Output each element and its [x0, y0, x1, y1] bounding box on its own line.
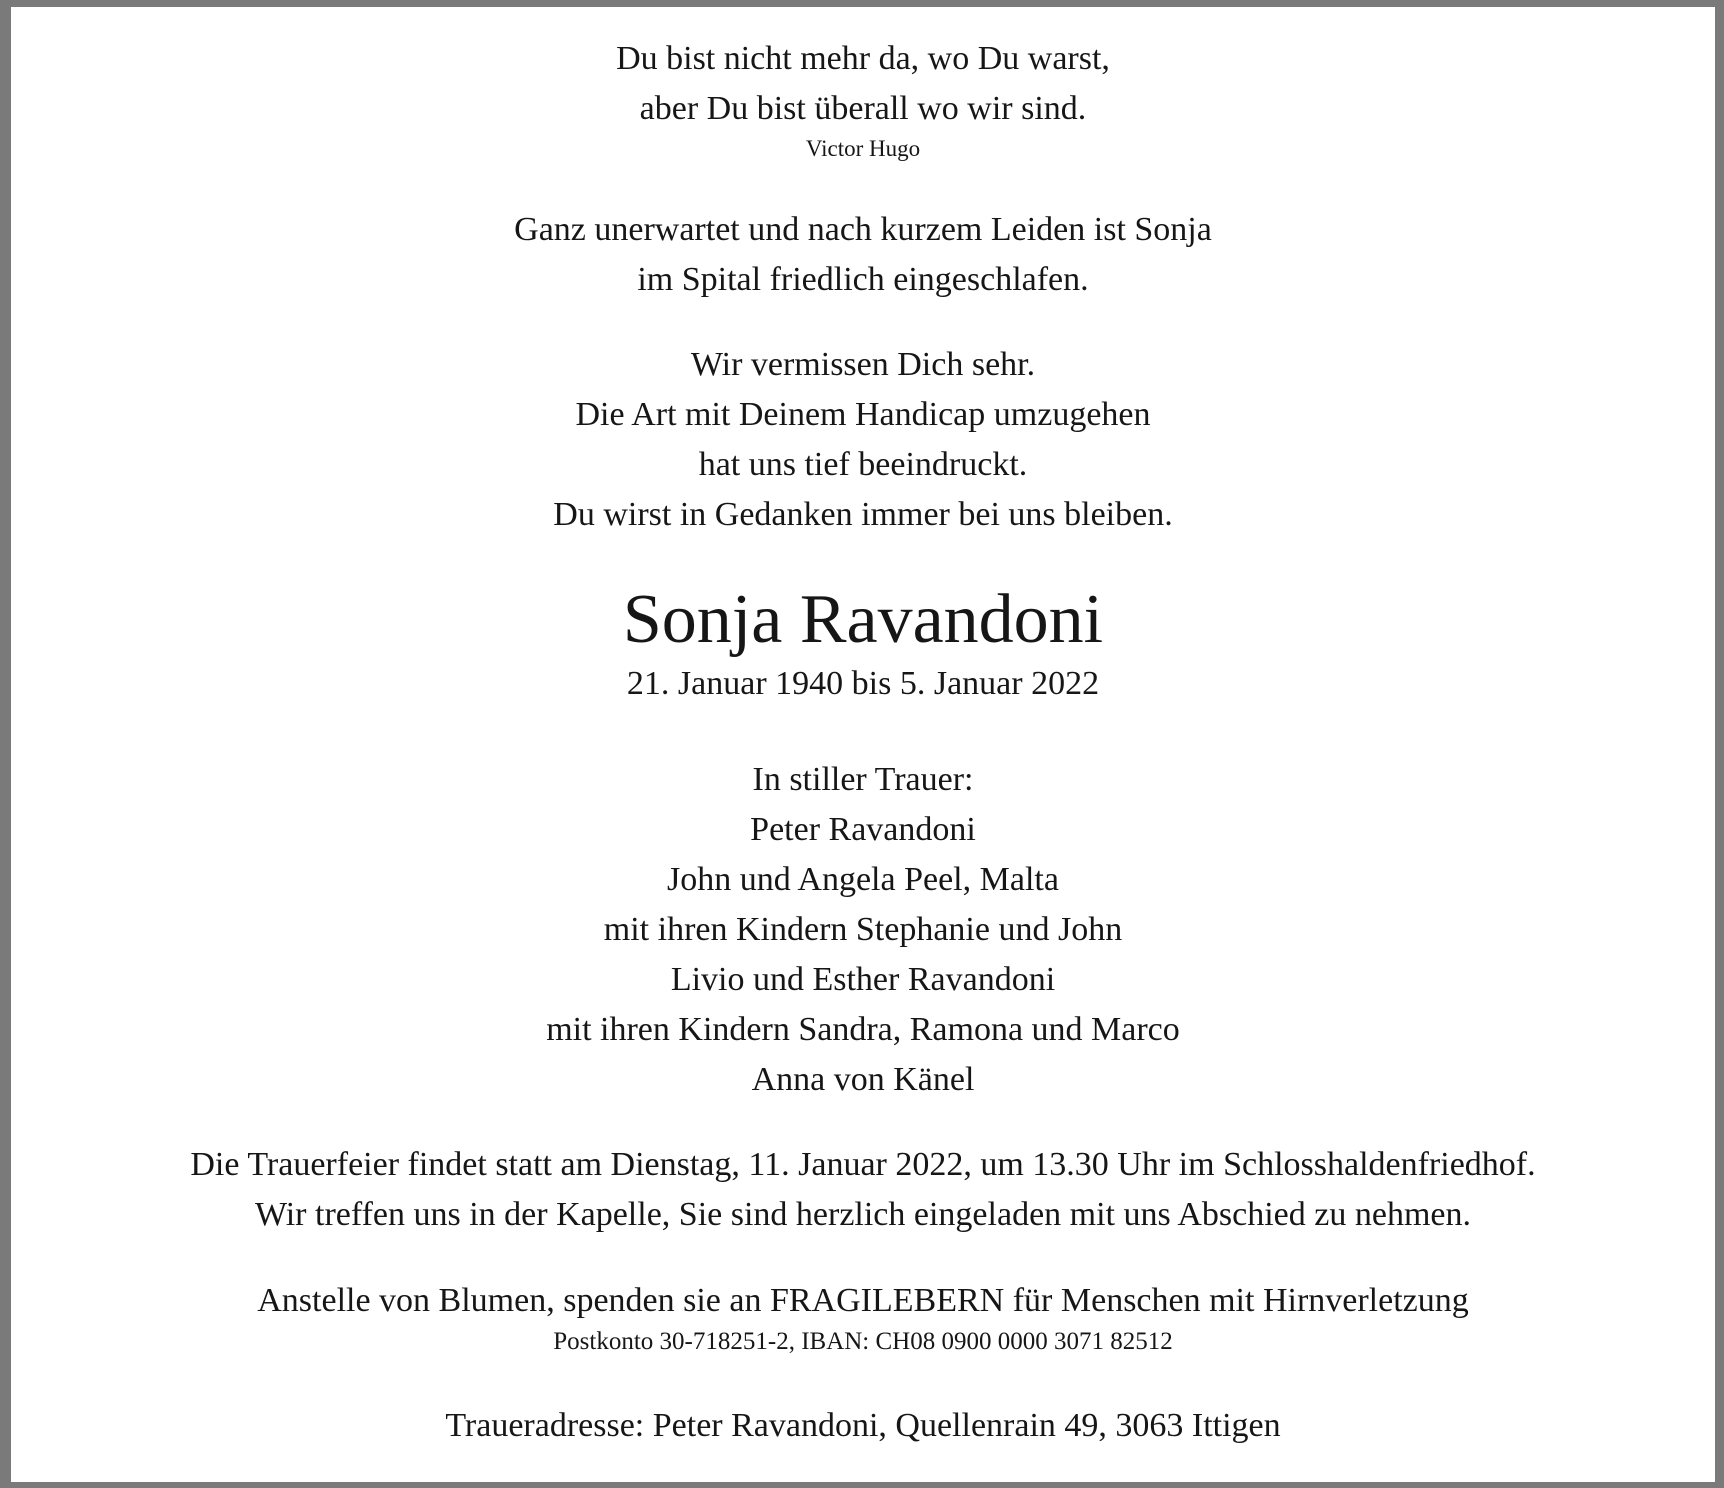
- quote-line-2: aber Du bist überall wo wir sind.: [639, 90, 1087, 127]
- ceremony: [11, 1140, 1715, 1240]
- tribute: [11, 340, 1715, 540]
- announcement-line-1: Ganz unerwartet und nach kurzem Leiden ist Sonja: [514, 211, 1212, 248]
- deceased-name: Sonja Ravandoni: [622, 581, 1104, 658]
- mourner-name: mit ihren Kindern Stephanie und John: [603, 911, 1123, 948]
- deceased: [11, 578, 1715, 706]
- tribute-line-1: Wir vermissen Dich sehr.: [690, 346, 1036, 383]
- mourner-name: mit ihren Kindern Sandra, Ramona und Marco: [546, 1011, 1180, 1048]
- donation-account: Postkonto 30-718251-2, IBAN: CH08 0900 0000 3071 82512: [553, 1328, 1173, 1355]
- announcement: [11, 205, 1715, 305]
- quote-line-1: Du bist nicht mehr da, wo Du warst,: [616, 40, 1110, 77]
- tribute-line-2: Die Art mit Deinem Handicap umzugehen: [575, 396, 1151, 433]
- mourner-name: Livio und Esther Ravandoni: [670, 961, 1056, 998]
- tribute-line-4: Du wirst in Gedanken immer bei uns bleiben.: [553, 496, 1173, 533]
- ceremony-line-2: Wir treffen uns in der Kapelle, Sie sind herzlich eingeladen mit uns Abschied zu nehmen.: [255, 1196, 1471, 1233]
- quote: [11, 34, 1715, 164]
- announcement-line-2: im Spital friedlich eingeschlafen.: [637, 261, 1089, 298]
- mourner-name: Anna von Känel: [751, 1061, 975, 1098]
- mourner-name: John und Angela Peel, Malta: [667, 861, 1059, 898]
- mourning-address: [11, 1401, 1715, 1451]
- donation: [11, 1276, 1715, 1358]
- mourner-name: Peter Ravandoni: [750, 811, 976, 848]
- tribute-line-3: hat uns tief beeindruckt.: [698, 446, 1028, 483]
- mourners: [11, 755, 1715, 1105]
- address-line: Traueradresse: Peter Ravandoni, Quellenrain 49, 3063 Ittigen: [445, 1407, 1281, 1444]
- mourners-heading: In stiller Trauer:: [752, 761, 974, 798]
- donation-line: Anstelle von Blumen, spenden sie an FRAGILEBERN für Menschen mit Hirnverletzung: [257, 1282, 1469, 1319]
- quote-author: Victor Hugo: [805, 136, 921, 161]
- ceremony-line-1: Die Trauerfeier findet statt am Dienstag, 11. Januar 2022, um 13.30 Uhr im Schlosshaldenfriedhof.: [190, 1146, 1536, 1183]
- life-dates: 21. Januar 1940 bis 5. Januar 2022: [626, 665, 1100, 702]
